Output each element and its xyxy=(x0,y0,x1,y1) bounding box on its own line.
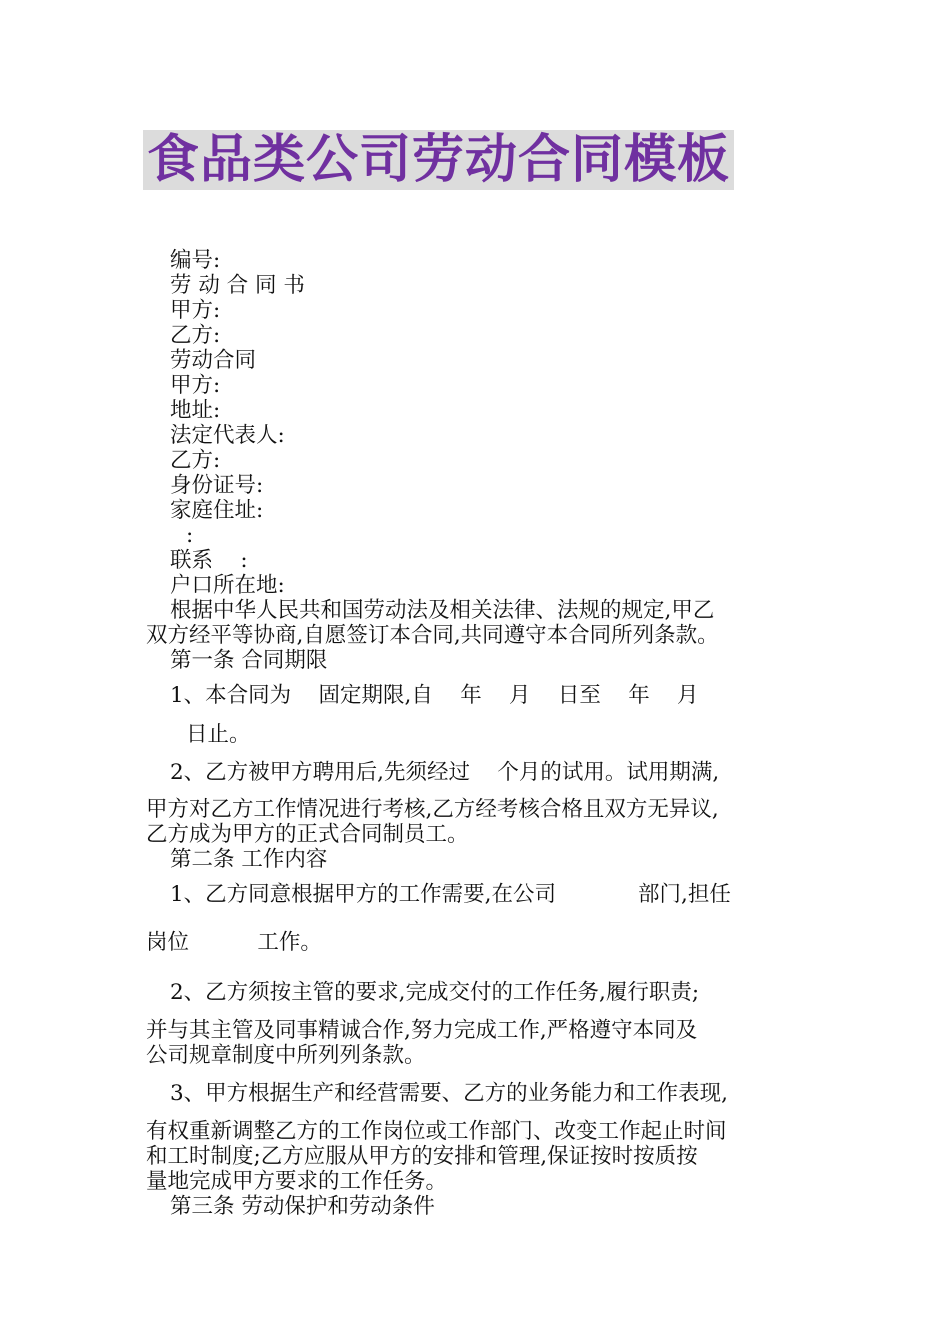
clause-text: 3、甲方根据生产和经营需要、乙方的业务能力和工作表现, xyxy=(170,1081,729,1106)
field-address: 地址: xyxy=(170,398,221,423)
field-number: 编号: xyxy=(170,248,221,273)
field-contact: 联系 : xyxy=(170,548,248,573)
intro-line: 根据中华人民共和国劳动法及相关法律、法规的规定,甲乙 xyxy=(170,598,715,623)
clause-text: 日止。 xyxy=(186,722,251,747)
clause-text: 乙方成为甲方的正式合同制员工。 xyxy=(146,822,469,847)
clause-text: 量地完成甲方要求的工作任务。 xyxy=(146,1169,448,1194)
field-id-number: 身份证号: xyxy=(170,473,264,498)
field-contract-book: 劳 动 合 同 书 xyxy=(170,273,305,298)
clause-text: 并与其主管及同事精诚合作,努力完成工作,严格遵守本同及 xyxy=(146,1018,698,1043)
field-household: 户口所在地: xyxy=(170,573,285,598)
article-heading: 第二条 工作内容 xyxy=(170,847,328,872)
clause-text: 岗位 工作。 xyxy=(146,930,322,955)
clause-text: 公司规章制度中所列列条款。 xyxy=(146,1043,426,1068)
field-party-b-detail: 乙方: xyxy=(170,448,221,473)
field-legal-rep: 法定代表人: xyxy=(170,423,285,448)
clause-text: 2、乙方须按主管的要求,完成交付的工作任务,履行职责; xyxy=(170,980,700,1005)
intro-line: 双方经平等协商,自愿签订本合同,共同遵守本合同所列条款。 xyxy=(146,623,719,648)
clause-text: 1、乙方同意根据甲方的工作需要,在公司 部门,担任 xyxy=(170,882,731,907)
field-party-a-detail: 甲方: xyxy=(170,373,221,398)
document-body xyxy=(146,248,826,1219)
field-contract: 劳动合同 xyxy=(170,348,257,373)
field-party-b: 乙方: xyxy=(170,323,221,348)
clause-text: 有权重新调整乙方的工作岗位或工作部门、改变工作起止时间 xyxy=(146,1119,727,1144)
clause-text: 2、乙方被甲方聘用后,先须经过 个月的试用。试用期满, xyxy=(170,760,720,785)
clause-text: 甲方对乙方工作情况进行考核,乙方经考核合格且双方无异议, xyxy=(146,797,719,822)
field-party-a: 甲方: xyxy=(170,298,221,323)
field-home-address: 家庭住址: xyxy=(170,498,264,523)
article-heading: 第三条 劳动保护和劳动条件 xyxy=(170,1194,435,1219)
field-blank: : xyxy=(186,523,194,548)
document-title: 食品类公司劳动合同模板 xyxy=(147,130,731,190)
clause-text: 1、本合同为 固定期限,自 年 月 日至 年 月 xyxy=(170,683,699,708)
clause-text: 和工时制度;乙方应服从甲方的安排和管理,保证按时按质按 xyxy=(146,1144,698,1169)
title-highlight xyxy=(143,130,734,190)
article-heading: 第一条 合同期限 xyxy=(170,648,328,673)
